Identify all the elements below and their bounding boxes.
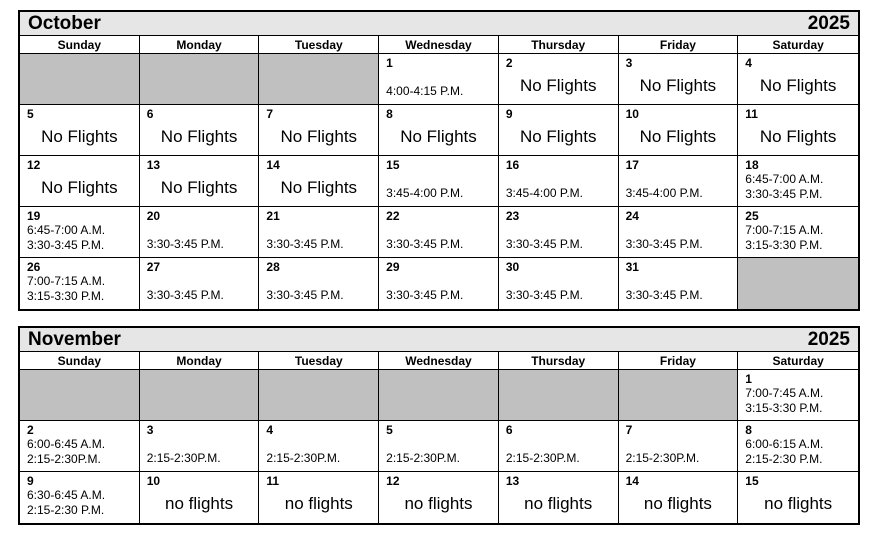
day-cell xyxy=(738,105,858,156)
day-cell xyxy=(379,54,499,105)
day-number: 6 xyxy=(505,423,513,437)
day-cell xyxy=(619,421,739,472)
day-cell xyxy=(379,156,499,207)
flight-times xyxy=(626,186,703,200)
flight-times xyxy=(745,172,823,202)
flight-time: 2:15-2:30P.M. xyxy=(266,451,341,465)
day-cell xyxy=(259,207,379,258)
day-number: 4 xyxy=(745,56,752,70)
flight-time: 2:15-2:30P.M. xyxy=(146,451,221,465)
no-flights-note: No Flights xyxy=(759,127,837,146)
empty-day-cell xyxy=(20,370,140,421)
flight-time: 6:30-6:45 A.M. xyxy=(27,488,106,502)
day-number: 27 xyxy=(146,260,161,274)
day-of-week-header: Friday xyxy=(619,36,739,54)
no-flights-note: No Flights xyxy=(280,127,358,146)
no-flights-note: No Flights xyxy=(160,127,238,146)
day-number: 12 xyxy=(386,474,400,488)
flight-time: 3:30-3:45 P.M. xyxy=(266,288,344,302)
day-of-week-header: Sunday xyxy=(20,352,140,370)
day-cell xyxy=(499,421,619,472)
day-number: 7 xyxy=(625,423,633,437)
calendar-header xyxy=(20,12,858,36)
day-number: 6 xyxy=(146,107,154,121)
flight-time: 3:30-3:45 P.M. xyxy=(386,237,464,251)
day-of-week-header: Friday xyxy=(619,352,739,370)
flight-time: 3:30-3:45 P.M. xyxy=(505,288,584,302)
flight-time: 3:15-3:30 P.M. xyxy=(745,238,823,252)
flight-times xyxy=(626,237,703,251)
calendar-october xyxy=(18,10,860,311)
day-number: 1 xyxy=(745,372,752,386)
flight-time: 3:30-3:45 P.M. xyxy=(266,237,344,251)
flight-time: 7:00-7:45 A.M. xyxy=(745,386,824,400)
flight-time: 2:15-2:30 P.M. xyxy=(745,452,823,466)
day-number: 30 xyxy=(505,260,520,274)
day-cell xyxy=(20,105,140,156)
day-cell xyxy=(619,258,739,309)
day-cell xyxy=(499,105,619,156)
day-cell xyxy=(20,421,140,472)
flight-time: 3:30-3:45 P.M. xyxy=(146,288,224,302)
empty-day-cell xyxy=(619,370,739,421)
day-cell xyxy=(499,54,619,105)
flight-time: 3:15-3:30 P.M. xyxy=(27,289,105,303)
flight-time: 2:15-2:30P.M. xyxy=(27,452,101,466)
day-cell xyxy=(619,156,739,207)
day-number: 15 xyxy=(745,474,759,488)
day-cell xyxy=(499,207,619,258)
day-number: 8 xyxy=(745,423,752,437)
flight-times xyxy=(506,288,583,302)
day-number: 19 xyxy=(27,209,41,223)
no-flights-note: no flights xyxy=(404,494,473,513)
day-number: 22 xyxy=(386,209,400,223)
flight-time: 4:00-4:15 P.M. xyxy=(386,84,464,98)
no-flights-note: No Flights xyxy=(280,178,358,197)
day-cell xyxy=(379,421,499,472)
day-of-week-header: Monday xyxy=(140,36,260,54)
day-number: 14 xyxy=(625,474,639,488)
day-of-week-header: Wednesday xyxy=(379,352,499,370)
day-cell xyxy=(259,156,379,207)
day-number: 12 xyxy=(27,158,41,172)
flight-time: 6:45-7:00 A.M. xyxy=(27,223,106,237)
flight-time: 6:00-6:45 A.M. xyxy=(27,437,106,451)
no-flights-note: No Flights xyxy=(519,76,597,95)
no-flights-note: no flights xyxy=(524,494,593,513)
day-number: 5 xyxy=(386,423,393,437)
day-number: 14 xyxy=(266,158,280,172)
day-number: 9 xyxy=(505,107,513,121)
day-number: 16 xyxy=(505,158,520,172)
flight-times xyxy=(266,237,343,251)
flight-time: 3:15-3:30 P.M. xyxy=(745,401,823,415)
day-number: 9 xyxy=(27,474,34,488)
day-number: 29 xyxy=(386,260,400,274)
day-cell xyxy=(619,105,739,156)
day-of-week-header: Thursday xyxy=(499,352,619,370)
day-cell xyxy=(738,421,858,472)
flight-times xyxy=(506,237,583,251)
flight-times xyxy=(27,274,105,304)
day-cell xyxy=(738,54,858,105)
empty-day-cell xyxy=(499,370,619,421)
empty-day-cell xyxy=(140,370,260,421)
day-number: 7 xyxy=(266,107,274,121)
day-number: 23 xyxy=(505,209,520,223)
day-number: 10 xyxy=(625,107,639,121)
flight-times xyxy=(386,186,463,200)
day-cell xyxy=(259,472,379,523)
day-number: 13 xyxy=(146,158,161,172)
day-number: 2 xyxy=(505,56,513,70)
day-cell xyxy=(499,156,619,207)
flight-time: 7:00-7:15 A.M. xyxy=(27,274,106,288)
flight-times xyxy=(626,451,700,465)
flight-time: 6:45-7:00 A.M. xyxy=(745,172,824,186)
day-number: 11 xyxy=(266,474,280,488)
calendar-november xyxy=(18,326,860,525)
flight-time: 7:00-7:15 A.M. xyxy=(745,223,824,237)
day-cell xyxy=(140,156,260,207)
flight-times xyxy=(147,237,224,251)
day-of-week-header: Monday xyxy=(140,352,260,370)
day-number: 25 xyxy=(745,209,759,223)
flight-times xyxy=(386,288,463,302)
day-cell xyxy=(379,472,499,523)
no-flights-note: No Flights xyxy=(41,178,118,197)
day-cell xyxy=(738,370,858,421)
year-title: 2025 xyxy=(807,328,850,350)
flight-times xyxy=(745,223,823,253)
day-cell xyxy=(619,207,739,258)
flight-times xyxy=(506,451,580,465)
day-cell xyxy=(738,156,858,207)
flight-time: 3:30-3:45 P.M. xyxy=(625,237,703,251)
day-number: 26 xyxy=(27,260,41,274)
flight-time: 3:30-3:45 P.M. xyxy=(625,288,703,302)
day-number: 2 xyxy=(27,423,34,437)
day-number: 13 xyxy=(505,474,520,488)
flight-times xyxy=(27,223,105,253)
year-title: 2025 xyxy=(807,12,850,34)
day-number: 8 xyxy=(386,107,393,121)
no-flights-note: No Flights xyxy=(639,127,717,146)
day-cell xyxy=(259,258,379,309)
day-cell xyxy=(619,54,739,105)
flight-times xyxy=(745,386,823,416)
day-cell xyxy=(379,207,499,258)
flight-times xyxy=(626,288,703,302)
empty-day-cell xyxy=(259,370,379,421)
no-flights-note: No Flights xyxy=(41,127,118,146)
empty-day-cell xyxy=(738,258,858,309)
day-cell xyxy=(140,105,260,156)
day-number: 21 xyxy=(266,209,280,223)
day-of-week-header: Saturday xyxy=(738,352,858,370)
day-of-week-header: Sunday xyxy=(20,36,140,54)
day-cell xyxy=(140,421,260,472)
day-cell xyxy=(499,258,619,309)
flight-time: 3:45-4:00 P.M. xyxy=(625,186,703,200)
empty-day-cell xyxy=(140,54,260,105)
day-cell xyxy=(140,207,260,258)
day-number: 15 xyxy=(386,158,400,172)
day-cell xyxy=(619,472,739,523)
flight-times xyxy=(745,437,823,467)
day-cell xyxy=(20,207,140,258)
day-number: 17 xyxy=(625,158,639,172)
flight-time: 2:15-2:30P.M. xyxy=(505,451,580,465)
day-number: 4 xyxy=(266,423,274,437)
empty-day-cell xyxy=(259,54,379,105)
flight-time: 3:45-4:00 P.M. xyxy=(386,186,464,200)
calendar-header xyxy=(20,328,858,352)
day-cell xyxy=(20,472,140,523)
no-flights-note: no flights xyxy=(284,494,353,513)
no-flights-note: No Flights xyxy=(759,76,837,95)
day-number: 3 xyxy=(625,56,633,70)
flight-time: 3:45-4:00 P.M. xyxy=(505,186,584,200)
day-number: 20 xyxy=(146,209,161,223)
no-flights-note: No Flights xyxy=(519,127,597,146)
flight-times xyxy=(27,488,105,518)
day-number: 31 xyxy=(625,260,639,274)
no-flights-note: no flights xyxy=(643,494,712,513)
day-cell xyxy=(140,472,260,523)
no-flights-note: no flights xyxy=(165,494,234,513)
day-number: 3 xyxy=(146,423,154,437)
day-cell xyxy=(20,156,140,207)
flight-times xyxy=(147,288,224,302)
flight-times xyxy=(266,288,343,302)
day-number: 1 xyxy=(386,56,393,70)
no-flights-note: No Flights xyxy=(639,76,717,95)
flight-time: 3:30-3:45 P.M. xyxy=(745,187,823,201)
day-of-week-header: Tuesday xyxy=(259,36,379,54)
day-number: 11 xyxy=(745,107,758,121)
day-of-week-header: Thursday xyxy=(499,36,619,54)
day-of-week-header: Tuesday xyxy=(259,352,379,370)
day-number: 28 xyxy=(266,260,280,274)
empty-day-cell xyxy=(379,370,499,421)
day-number: 10 xyxy=(146,474,161,488)
day-cell xyxy=(259,421,379,472)
flight-times xyxy=(27,437,105,467)
flight-times xyxy=(147,451,221,465)
month-title: October xyxy=(28,12,101,34)
day-cell xyxy=(738,472,858,523)
no-flights-note: No Flights xyxy=(160,178,238,197)
flight-time: 2:15-2:30 P.M. xyxy=(27,503,105,517)
calendar-grid xyxy=(20,36,858,309)
day-number: 5 xyxy=(27,107,34,121)
day-of-week-header: Saturday xyxy=(738,36,858,54)
day-of-week-header: Wednesday xyxy=(379,36,499,54)
flight-time: 3:30-3:45 P.M. xyxy=(505,237,584,251)
day-cell xyxy=(140,258,260,309)
day-number: 18 xyxy=(745,158,759,172)
no-flights-note: No Flights xyxy=(400,127,477,146)
no-flights-note: no flights xyxy=(764,494,833,513)
day-cell xyxy=(379,105,499,156)
flight-time: 3:30-3:45 P.M. xyxy=(386,288,464,302)
flight-time: 2:15-2:30P.M. xyxy=(625,451,700,465)
flight-times xyxy=(386,84,463,98)
calendar-grid xyxy=(20,352,858,523)
month-title: November xyxy=(28,328,121,350)
flight-times xyxy=(266,451,340,465)
day-number: 24 xyxy=(625,209,639,223)
day-cell xyxy=(259,105,379,156)
flight-time: 6:00-6:15 A.M. xyxy=(745,437,824,451)
day-cell xyxy=(20,258,140,309)
flight-time: 3:30-3:45 P.M. xyxy=(27,238,105,252)
flight-times xyxy=(386,237,463,251)
empty-day-cell xyxy=(20,54,140,105)
day-cell xyxy=(379,258,499,309)
day-cell xyxy=(738,207,858,258)
flight-times xyxy=(386,451,460,465)
day-cell xyxy=(499,472,619,523)
flight-times xyxy=(506,186,583,200)
flight-time: 2:15-2:30P.M. xyxy=(386,451,460,465)
flight-time: 3:30-3:45 P.M. xyxy=(146,237,224,251)
